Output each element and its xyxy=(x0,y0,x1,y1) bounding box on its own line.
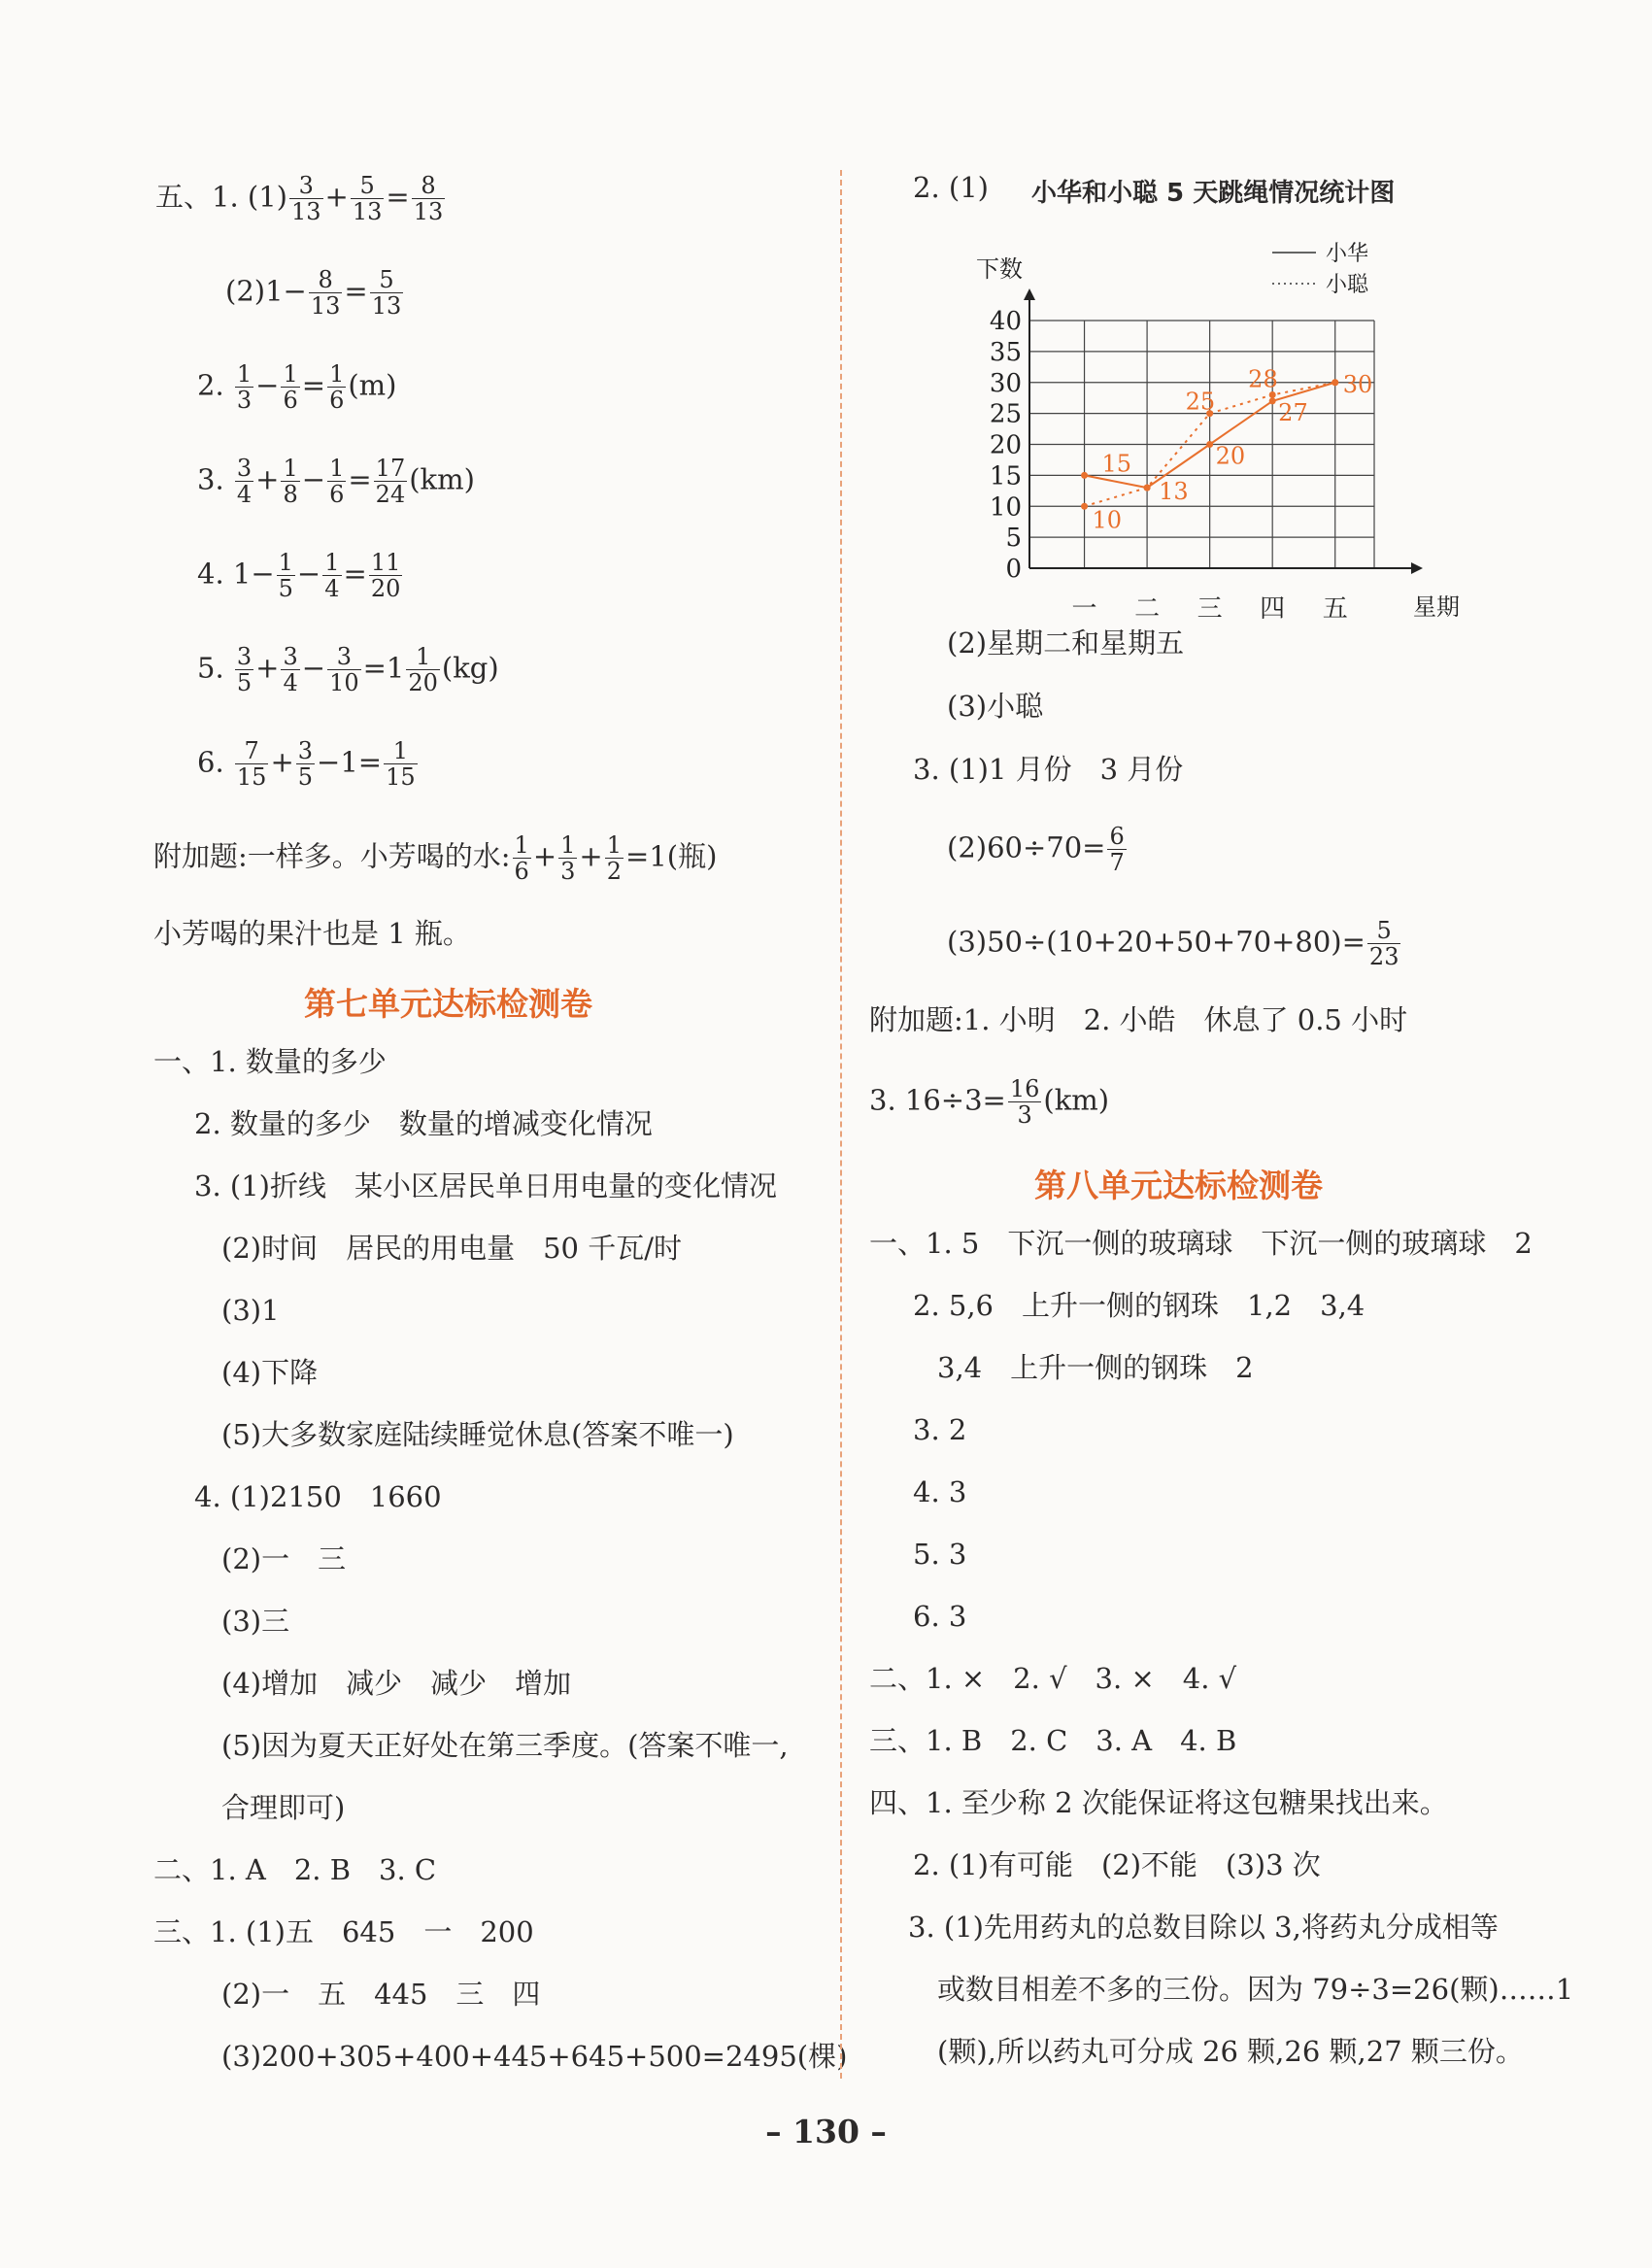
fraction: $\frac{5}{23}$ xyxy=(1368,917,1399,970)
fraction: $\frac{1}{15}$ xyxy=(386,737,416,791)
data-label: 13 xyxy=(1159,478,1189,506)
unit7-item: 一、1. 数量的多少 xyxy=(153,1045,387,1078)
fraction: $\frac{8}{13}$ xyxy=(413,172,444,225)
unit8-item: 3. (1)先用药丸的总数目除以 3,将药丸分成相等 xyxy=(908,1911,1499,1944)
data-label: 10 xyxy=(1092,506,1123,534)
fraction: $\frac{6}{7}$ xyxy=(1109,823,1125,876)
unit8-item: 一、1. 5 下沉一侧的玻璃球 下沉一侧的玻璃球 2 xyxy=(869,1227,1533,1260)
fraction: $\frac{3}{4}$ xyxy=(236,455,253,508)
fraction: $\frac{1}{5}$ xyxy=(278,549,293,602)
y-axis-label: 下数 xyxy=(976,255,1023,283)
unit7-item: 2. 数量的多少 数量的增减变化情况 xyxy=(194,1107,653,1140)
answer-5-1-1: 五、1. (1) $\frac{3}{13}$ + $\frac{5}{13}$ = $\frac{8}{13}$ xyxy=(155,172,444,225)
unit8-item: 四、1. 至少称 2 次能保证将这包糖果找出来。 xyxy=(869,1786,1448,1819)
x-tick-label: 四 xyxy=(1260,594,1286,624)
y-tick-label: 20 xyxy=(989,430,1022,460)
answer-5-1-2: (2)1− $\frac{8}{13}$ = $\frac{5}{13}$ xyxy=(225,266,402,320)
unit8-item: 二、1. × 2. √ 3. × 4. √ xyxy=(869,1662,1237,1695)
fraction: $\frac{3}{5}$ xyxy=(236,643,253,696)
fraction: $\frac{1}{4}$ xyxy=(324,549,340,602)
unit8-item: (颗),所以药丸可分成 26 颗,26 颗,27 颗三份。 xyxy=(937,2035,1524,2068)
answer-5-3: 3. $\frac{3}{4}$ + $\frac{1}{8}$ − $\frac{1}{6}$ = $\frac{17}{24}$ (km) xyxy=(197,455,475,508)
fraction: $\frac{1}{3}$ xyxy=(560,831,576,885)
unit7-item: 3. (1)折线 某小区居民单日用电量的变化情况 xyxy=(194,1169,777,1202)
fraction: $\frac{3}{4}$ xyxy=(283,643,298,696)
unit7-item: (5)因为夏天正好处在第三季度。(答案不唯一, xyxy=(221,1729,789,1762)
section-title-unit8: 第八单元达标检测卷 xyxy=(1034,1167,1323,1204)
fraction: $\frac{1}{6}$ xyxy=(329,455,345,508)
fraction: $\frac{3}{5}$ xyxy=(297,737,314,791)
y-tick-label: 10 xyxy=(989,492,1022,523)
y-tick-label: 35 xyxy=(989,337,1022,367)
fraction: $\frac{1}{6}$ xyxy=(329,360,345,414)
answer-5-2: 2. $\frac{1}{3}$ − $\frac{1}{6}$ = $\frac{1}{6}$ (m) xyxy=(197,360,397,414)
answer-5-6: 6. $\frac{7}{15}$ + $\frac{3}{5}$ −1= $\frac{1}{15}$ xyxy=(197,737,416,791)
x-tick-label: 一 xyxy=(1071,594,1097,624)
unit7-item: (3)1 xyxy=(221,1294,280,1327)
chart-title: 小华和小聪 5 天跳绳情况统计图 xyxy=(1031,179,1396,208)
unit8-item: 4. 3 xyxy=(913,1475,967,1508)
x-axis-arrow xyxy=(1411,562,1423,574)
answer-3-3: (3)50÷(10+20+50+70+80)= $\frac{5}{23}$ xyxy=(947,917,1399,970)
legend-label: 小华 xyxy=(1326,242,1369,266)
data-label: 30 xyxy=(1342,370,1373,398)
chart-answer-3: (3)小聪 xyxy=(947,690,1044,723)
answer-5-5: 5. $\frac{3}{5}$ + $\frac{3}{4}$ − $\frac{3}{10}$ =1 $\frac{1}{20}$ (kg) xyxy=(197,643,499,696)
x-tick-label: 三 xyxy=(1197,594,1223,624)
chart-question-label: 2. (1) xyxy=(913,171,989,204)
fraction: $\frac{5}{13}$ xyxy=(352,172,383,225)
unit8-item: 2. (1)有可能 (2)不能 (3)3 次 xyxy=(913,1848,1321,1881)
y-axis-arrow xyxy=(1024,288,1035,300)
unit7-item: (5)大多数家庭陆续睡觉休息(答案不唯一) xyxy=(221,1418,734,1451)
fraction: $\frac{7}{15}$ xyxy=(236,737,267,791)
column-divider xyxy=(840,170,842,2079)
unit8-item: 3. 2 xyxy=(913,1413,967,1446)
y-tick-label: 0 xyxy=(1005,555,1022,584)
answer-3-2: (2)60÷70= $\frac{6}{7}$ xyxy=(947,823,1125,876)
fraction: $\frac{3}{10}$ xyxy=(329,643,359,696)
unit7-item: (3)200+305+400+445+645+500=2495(棵) xyxy=(221,2040,848,2073)
fraction: $\frac{16}{3}$ xyxy=(1009,1075,1040,1129)
x-tick-label: 五 xyxy=(1322,594,1348,624)
data-label: 25 xyxy=(1185,388,1216,416)
data-label: 15 xyxy=(1101,450,1132,478)
unit7-item: (2)一 三 xyxy=(221,1542,347,1575)
unit8-item: 5. 3 xyxy=(913,1538,967,1571)
answer-5-4: 4. 1− $\frac{1}{5}$ − $\frac{1}{4}$ = $\frac{11}{20}$ xyxy=(197,549,401,602)
unit7-item: (2)一 五 445 三 四 xyxy=(221,1978,541,2011)
y-tick-label: 5 xyxy=(1005,524,1022,554)
answer-3-1: 3. (1)1 月份 3 月份 xyxy=(913,753,1184,786)
y-tick-label: 30 xyxy=(989,368,1022,398)
unit8-item: 6. 3 xyxy=(913,1600,967,1633)
fraction: $\frac{1}{8}$ xyxy=(283,455,298,508)
unit8-item: 3,4 上升一侧的钢珠 2 xyxy=(937,1351,1254,1384)
unit7-item: (3)三 xyxy=(221,1605,290,1638)
fraction: $\frac{3}{13}$ xyxy=(290,172,321,225)
jump-rope-line-chart xyxy=(952,228,1460,624)
unit7-item: 合理即可) xyxy=(221,1791,346,1824)
unit7-item: 三、1. (1)五 645 一 200 xyxy=(153,1915,534,1948)
x-axis-label: 星期 xyxy=(1413,593,1460,621)
unit7-item: 二、1. A 2. B 3. C xyxy=(153,1853,437,1886)
fraction: $\frac{11}{20}$ xyxy=(370,549,401,602)
y-tick-label: 40 xyxy=(989,307,1022,336)
legend-label: 小聪 xyxy=(1326,273,1369,297)
fraction: $\frac{5}{13}$ xyxy=(371,266,402,320)
y-tick-label: 25 xyxy=(989,399,1022,429)
data-point xyxy=(1081,472,1088,479)
unit8-item: 或数目相差不多的三份。因为 79÷3=26(颗)……1 xyxy=(937,1973,1574,2006)
data-label: 27 xyxy=(1278,398,1308,426)
fraction: $\frac{1}{6}$ xyxy=(283,360,298,414)
bonus-answer-water: 附加题:一样多。小芳喝的水: $\frac{1}{6}$ + $\frac{1}{3}$ + $\frac{1}{2}$ =1(瓶) xyxy=(153,831,718,885)
unit8-item: 2. 5,6 上升一侧的钢珠 1,2 3,4 xyxy=(913,1289,1365,1322)
chart-answer-2: (2)星期二和星期五 xyxy=(947,626,1185,660)
data-point xyxy=(1206,441,1213,448)
fraction: $\frac{1}{3}$ xyxy=(236,360,253,414)
unit7-item: (4)下降 xyxy=(221,1356,319,1389)
section-title-unit7: 第七单元达标检测卷 xyxy=(304,985,592,1023)
fraction: $\frac{1}{20}$ xyxy=(408,643,438,696)
bonus-answer-3: 3. 16÷3= $\frac{16}{3}$ (km) xyxy=(869,1075,1110,1129)
y-tick-label: 15 xyxy=(989,461,1022,491)
data-point xyxy=(1269,397,1276,404)
bonus-answer-juice: 小芳喝的果汁也是 1 瓶。 xyxy=(153,917,471,950)
data-label: 28 xyxy=(1248,365,1278,393)
unit7-item: (4)增加 减少 减少 增加 xyxy=(221,1667,572,1700)
fraction: $\frac{17}{24}$ xyxy=(375,455,406,508)
unit7-item: 4. (1)2150 1660 xyxy=(194,1480,442,1513)
unit7-item: (2)时间 居民的用电量 50 千瓦/时 xyxy=(221,1232,682,1265)
fraction: $\frac{8}{13}$ xyxy=(310,266,341,320)
unit8-item: 三、1. B 2. C 3. A 4. B xyxy=(869,1724,1237,1757)
fraction: $\frac{1}{2}$ xyxy=(606,831,623,885)
bonus-answer: 附加题:1. 小明 2. 小皓 休息了 0.5 小时 xyxy=(869,1003,1408,1036)
data-point xyxy=(1332,379,1338,386)
fraction: $\frac{1}{6}$ xyxy=(514,831,529,885)
page-number: – 130 – xyxy=(765,2113,887,2150)
x-tick-label: 二 xyxy=(1134,594,1161,624)
data-label: 20 xyxy=(1215,442,1246,470)
data-point xyxy=(1144,485,1151,491)
data-point xyxy=(1081,503,1088,510)
